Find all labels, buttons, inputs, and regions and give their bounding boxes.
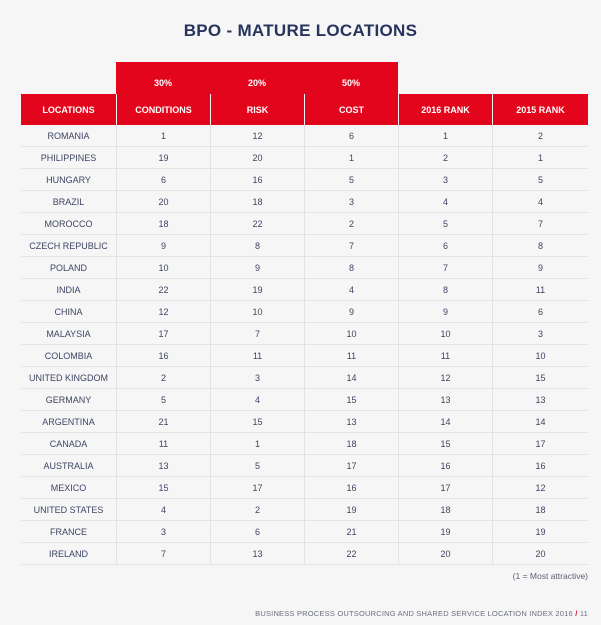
- value-cell: 18: [210, 191, 304, 212]
- table-header: [21, 94, 588, 125]
- table-row: [21, 257, 588, 279]
- location-cell: IRELAND: [48, 548, 88, 559]
- table-row: [21, 147, 588, 169]
- location-cell: MALAYSIA: [46, 328, 91, 339]
- value-cell: 14: [304, 367, 398, 388]
- location-cell: PHILIPPINES: [40, 152, 97, 163]
- value-cell: 7: [304, 235, 398, 256]
- header-conditions: CONDITIONS: [116, 94, 210, 125]
- value-cell: 17: [304, 455, 398, 476]
- value-cell: 4: [304, 279, 398, 300]
- value-cell: 17: [492, 433, 588, 454]
- location-cell: MOROCCO: [44, 218, 93, 229]
- value-cell: 2: [492, 125, 588, 146]
- value-cell: 2: [210, 499, 304, 520]
- location-cell: MEXICO: [50, 482, 87, 493]
- value-cell: 22: [304, 543, 398, 564]
- value-cell: 3: [116, 521, 210, 542]
- weight-cost: 50%: [304, 62, 398, 94]
- value-cell: 16: [398, 455, 492, 476]
- value-cell: 11: [210, 345, 304, 366]
- value-cell: 13: [210, 543, 304, 564]
- value-cell: 15: [116, 477, 210, 498]
- location-cell: ARGENTINA: [42, 416, 95, 427]
- value-cell: 6: [116, 169, 210, 190]
- value-cell: 14: [398, 411, 492, 432]
- legend-note: (1 = Most attractive): [512, 571, 588, 581]
- table-row: [21, 389, 588, 411]
- value-cell: 6: [210, 521, 304, 542]
- location-cell: UNITED KINGDOM: [28, 372, 108, 383]
- value-cell: 4: [210, 389, 304, 410]
- value-cell: 15: [492, 367, 588, 388]
- table-row: [21, 169, 588, 191]
- value-cell: 10: [210, 301, 304, 322]
- table-row: [21, 433, 588, 455]
- value-cell: 11: [116, 433, 210, 454]
- value-cell: 19: [304, 499, 398, 520]
- value-cell: 10: [492, 345, 588, 366]
- value-cell: 8: [492, 235, 588, 256]
- value-cell: 3: [398, 169, 492, 190]
- value-cell: 20: [398, 543, 492, 564]
- value-cell: 21: [304, 521, 398, 542]
- table-body: [21, 125, 588, 565]
- table-row: [21, 499, 588, 521]
- value-cell: 5: [398, 213, 492, 234]
- value-cell: 9: [398, 301, 492, 322]
- value-cell: 16: [116, 345, 210, 366]
- location-cell: GERMANY: [45, 394, 92, 405]
- value-cell: 9: [492, 257, 588, 278]
- value-cell: 1: [116, 125, 210, 146]
- value-cell: 9: [304, 301, 398, 322]
- value-cell: 19: [116, 147, 210, 168]
- value-cell: 1: [304, 147, 398, 168]
- header-cost: COST: [304, 94, 398, 125]
- location-cell: UNITED STATES: [33, 504, 104, 515]
- value-cell: 2: [304, 213, 398, 234]
- value-cell: 16: [492, 455, 588, 476]
- weight-conditions: 30%: [116, 62, 210, 94]
- value-cell: 7: [210, 323, 304, 344]
- value-cell: 1: [210, 433, 304, 454]
- value-cell: 18: [492, 499, 588, 520]
- location-cell: CZECH REPUBLIC: [29, 240, 108, 251]
- value-cell: 22: [210, 213, 304, 234]
- value-cell: 5: [210, 455, 304, 476]
- table-row: [21, 543, 588, 565]
- table-row: [21, 235, 588, 257]
- location-cell: BRAZIL: [52, 196, 85, 207]
- table-row: [21, 411, 588, 433]
- table-row: [21, 521, 588, 543]
- value-cell: 20: [210, 147, 304, 168]
- footer-slash: /: [575, 609, 578, 618]
- value-cell: 12: [492, 477, 588, 498]
- value-cell: 3: [210, 367, 304, 388]
- table-row: [21, 345, 588, 367]
- header-2015-rank: 2015 RANK: [492, 94, 588, 125]
- value-cell: 7: [398, 257, 492, 278]
- value-cell: 13: [304, 411, 398, 432]
- value-cell: 1: [492, 147, 588, 168]
- value-cell: 9: [116, 235, 210, 256]
- value-cell: 15: [210, 411, 304, 432]
- value-cell: 10: [398, 323, 492, 344]
- value-cell: 15: [304, 389, 398, 410]
- value-cell: 20: [116, 191, 210, 212]
- value-cell: 20: [492, 543, 588, 564]
- value-cell: 11: [398, 345, 492, 366]
- page-number: 11: [579, 609, 588, 618]
- table-row: [21, 477, 588, 499]
- value-cell: 11: [304, 345, 398, 366]
- value-cell: 5: [492, 169, 588, 190]
- location-cell: AUSTRALIA: [43, 460, 94, 471]
- value-cell: 17: [210, 477, 304, 498]
- value-cell: 13: [492, 389, 588, 410]
- value-cell: 9: [210, 257, 304, 278]
- value-cell: 6: [398, 235, 492, 256]
- table-row: [21, 191, 588, 213]
- footer-text: BUSINESS PROCESS OUTSOURCING AND SHARED SERVICE LOCATION INDEX 2016: [255, 609, 573, 618]
- value-cell: 10: [304, 323, 398, 344]
- table-row: [21, 125, 588, 147]
- value-cell: 12: [398, 367, 492, 388]
- value-cell: 4: [492, 191, 588, 212]
- location-cell: CHINA: [54, 306, 83, 317]
- value-cell: 2: [116, 367, 210, 388]
- value-cell: 2: [398, 147, 492, 168]
- location-cell: POLAND: [49, 262, 87, 273]
- value-cell: 14: [492, 411, 588, 432]
- value-cell: 5: [304, 169, 398, 190]
- value-cell: 16: [304, 477, 398, 498]
- header-2016-rank: 2016 RANK: [398, 94, 492, 125]
- header-locations: LOCATIONS: [21, 94, 116, 125]
- value-cell: 6: [304, 125, 398, 146]
- header-risk: RISK: [210, 94, 304, 125]
- value-cell: 7: [116, 543, 210, 564]
- location-cell: ROMANIA: [47, 130, 90, 141]
- value-cell: 8: [398, 279, 492, 300]
- table-row: [21, 323, 588, 345]
- value-cell: 5: [116, 389, 210, 410]
- value-cell: 8: [210, 235, 304, 256]
- weight-risk: 20%: [210, 62, 304, 94]
- value-cell: 10: [116, 257, 210, 278]
- weights-row: [21, 62, 588, 94]
- page-footer: [255, 609, 588, 618]
- table-row: [21, 279, 588, 301]
- value-cell: 15: [398, 433, 492, 454]
- value-cell: 4: [398, 191, 492, 212]
- value-cell: 19: [398, 521, 492, 542]
- value-cell: 13: [398, 389, 492, 410]
- value-cell: 21: [116, 411, 210, 432]
- value-cell: 18: [398, 499, 492, 520]
- location-cell: CANADA: [49, 438, 88, 449]
- value-cell: 19: [492, 521, 588, 542]
- value-cell: 17: [116, 323, 210, 344]
- table-row: [21, 455, 588, 477]
- value-cell: 16: [210, 169, 304, 190]
- value-cell: 17: [398, 477, 492, 498]
- location-cell: INDIA: [56, 284, 81, 295]
- location-cell: FRANCE: [49, 526, 87, 537]
- table-row: [21, 367, 588, 389]
- table-row: [21, 213, 588, 235]
- value-cell: 12: [210, 125, 304, 146]
- value-cell: 6: [492, 301, 588, 322]
- value-cell: 1: [398, 125, 492, 146]
- value-cell: 19: [210, 279, 304, 300]
- value-cell: 7: [492, 213, 588, 234]
- value-cell: 4: [116, 499, 210, 520]
- value-cell: 11: [492, 279, 588, 300]
- value-cell: 12: [116, 301, 210, 322]
- value-cell: 18: [304, 433, 398, 454]
- value-cell: 3: [492, 323, 588, 344]
- value-cell: 13: [116, 455, 210, 476]
- location-cell: COLOMBIA: [44, 350, 93, 361]
- rankings-table: [21, 62, 588, 565]
- value-cell: 18: [116, 213, 210, 234]
- value-cell: 22: [116, 279, 210, 300]
- page-title: BPO - MATURE LOCATIONS: [183, 21, 418, 40]
- value-cell: 8: [304, 257, 398, 278]
- location-cell: HUNGARY: [46, 174, 91, 185]
- table-row: [21, 301, 588, 323]
- value-cell: 3: [304, 191, 398, 212]
